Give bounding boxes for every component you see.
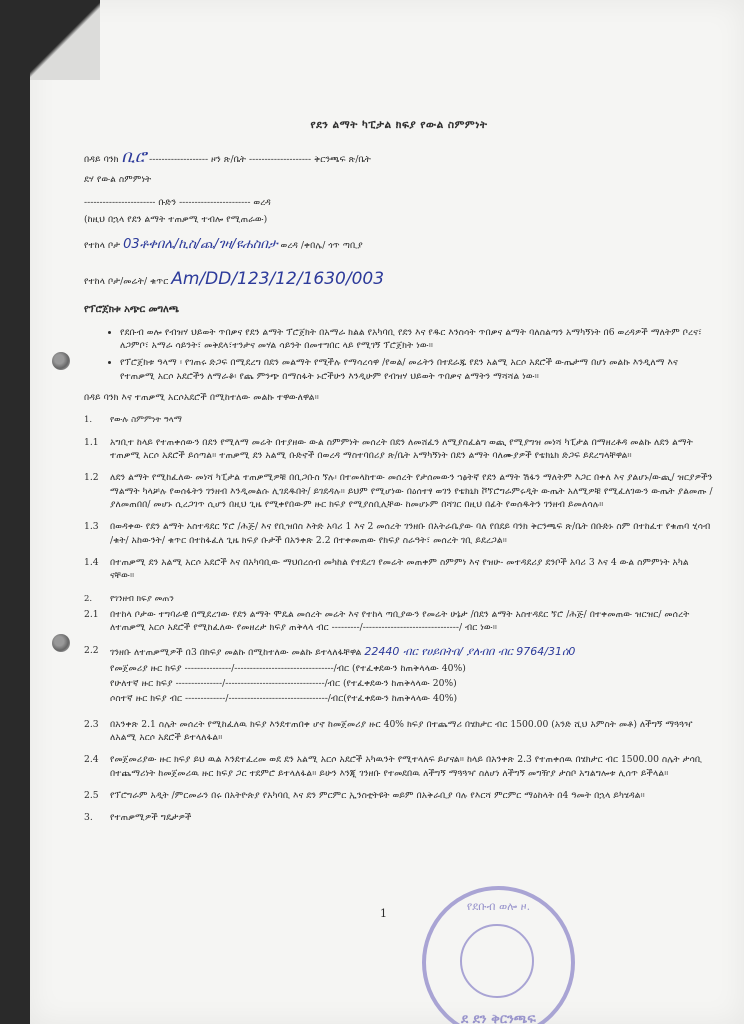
location-suffix: ወረዳ /ቀበሌ/ ጎጥ ጣቢያ xyxy=(280,239,363,251)
payment-installment-2: የሁለተኛ ዙር ክፍያ ---------------/--------------------------------/ብር (የተፈቀደውን ከጠቅላላው 20%) xyxy=(110,677,457,689)
punch-hole-lower xyxy=(52,634,70,652)
section-number: 2. xyxy=(84,593,93,604)
location-handwritten: 03ቶቀበሌ/ኪስ/ጨ/ገዛ/ዩሐስበታ xyxy=(123,236,278,252)
location-line xyxy=(84,236,714,255)
clause-2-4 xyxy=(84,753,714,780)
payment-installment-3: ሶስተኛ ዙር ክፍያ ብር -------------/--------------------------------/ብር(የተፈቀደውን ከጠቅላላው 40%) xyxy=(110,693,458,705)
stamp-bottom-text: ደ ደን ቅርንጫፍ xyxy=(461,1012,536,1024)
summary-bullet: • የደቡብ ወሎ የብዝሃ ህይወት ጥበቃና የደን ልማት ፕሮጀክት በአማራ ክልል የአካባቢ የደን እና የዱር እንስሳት ጥበቃና ልማት ባለስልጣን አማካኝነት በ6 ወረዳዎች ማለትም ቦረና፣ ለጋምቦ፣ አማራ ሳይንት፣ መቅደላ፣ተንታና መሃል ሳይንት በመተግበር ላይ የሚገኝ ፕሮጀክት ነው። xyxy=(120,326,714,353)
clause-2-2-text: ገንዘቡ ለተጠቃሚዎች በ3 በክፍያ መልኩ በሚከተለው መልኩ ይተላለፋቸዋል xyxy=(110,646,362,658)
clause-number: 1.1 xyxy=(84,436,99,448)
folded-corner xyxy=(30,0,100,80)
line2-dots-b: ----------------------- xyxy=(179,197,251,209)
clause-1-3 xyxy=(84,520,714,547)
summary-bullets xyxy=(84,326,714,383)
page-number: 1 xyxy=(380,907,387,920)
section-number: 3. xyxy=(84,812,93,824)
site-line xyxy=(84,267,714,292)
zone-dots: -------------------- xyxy=(249,154,312,166)
clause-number: 1.4 xyxy=(84,557,99,569)
party-dots: ------------------- xyxy=(149,154,209,166)
section-title: የተጠቃሚዎች ግዴታዎች xyxy=(110,812,192,824)
clause-text: በተከላ ቦታው ተግባራዊ በሚደረገው የደን ልማት ሞዴል መሰረት መሬት እና የተከላ ጣቢያውን የመሬት ሁኔታ /በደን ልማት አስተዳደር ኘሮ /ሕጅ/ በተቀመጠው ዝርዝር/ መሰረት ለተጠቃሚ አርሶ አደሮች የሚከፈለው የመዘረታ ክፍያ ጠቅላላ ብር ---------/-------------------------------/ ብር ነው። xyxy=(110,609,690,634)
section-1-heading xyxy=(84,414,714,426)
section-number: 1. xyxy=(84,415,93,426)
beneficiary-note: (ከዚህ በኋላ የደን ልማት ተጠቃሚ ተብሎ የሚጠራው) xyxy=(84,213,268,225)
clause-2-3 xyxy=(84,718,714,745)
clause-text: አግቢተ ከላይ የተጠቀሰውን በደን የሚለማ መሬት በተያዘው ውል ስምምነት መሰረት በደን ለመሸፈን ለሚያስፈልግ ወጪ የሚያግዝ መነሻ ካፒታል በማዘረቶዳ መልኩ ለደን ልማት ተጠቃሚ አርሶ አደሮች ይሰጣል። ተጠቃሚ ደን አልሚ ቡድኖች በወረዳ ማስተባበሪያ ጽ/ቤት አማካኝነት በደን ልማት ባለሙያዎች የቴክኒክ ድጋፍ ይደረግላቸዋል። xyxy=(110,436,693,461)
clause-2-5 xyxy=(84,789,714,802)
line2-woreda-label: ወረዳ xyxy=(253,197,271,209)
intro-paragraph: በዳይ ባንክ እና ተጠቃሚ አርሶአደሮች በሚከተለው መልኩ ተዋውለዋል። xyxy=(84,391,319,403)
section-3-heading xyxy=(84,811,714,824)
clause-2-2 xyxy=(84,644,714,660)
zone-label: ዞን ጽ/ቤት xyxy=(211,154,247,166)
clause-number: 2.1 xyxy=(84,609,99,621)
clause-number: 2.4 xyxy=(84,754,99,766)
clause-number: 2.2 xyxy=(84,644,99,656)
punch-hole-upper xyxy=(52,352,70,370)
location-label: የተከላ ቦታ xyxy=(84,239,121,251)
site-handwritten: Am/DD/123/12/1630/003 xyxy=(171,268,385,289)
clause-text: በተጠቃሚ ደን አልሚ አርሶ አደሮች እና በአካባቢው ማህበረሰብ መካከል የተደረገ የመሬት መጠቀም ስምምነ እና የዝሁ- መተዳደሪያ ደንቦች አባሪ 3 እና 4 ውል ስምምነት አካል ናቸው። xyxy=(110,557,689,582)
clause-text: የፕሮግራም አዲት /ምርመራን በሩ በአትዮጵያ የአካባቢ እና ደን ምርምር ኢንስቲትዩት ወይም በአቅራቢያ ባሉ የእርሻ ምርምር ማዕከላት በ4 ዓመት በኋላ ይካሄዳል። xyxy=(110,790,645,802)
clause-text: በወዳቀው የደን ልማት አስተዳደር ኘሮ /ሕጅ/ እና የቢዝበስ እትድ አባሪ 1 እና 2 መሰረት ገንዘቡ በአትራቤያው ባለ የበደይ ባንክ ቅርንጫፍ ጽ/ቤት በቡድኑ ስም በተከፈተ የቁጠባ ሂሳብ /ቁት/ አከውንት/ ቁጥር በተከፋፈለ ጊዜ ክፍያ ቡታች በአንቀጽ 2.2 በተቀመጠው የክፍያ ስራዓት፣ መሰረት ገቢ ይደረጋል። xyxy=(110,521,711,546)
clause-number: 1.3 xyxy=(84,521,99,533)
clause-1-4 xyxy=(84,556,714,583)
clause-2-1 xyxy=(84,608,714,635)
contract-label: ደሃ የውል ስምምነት xyxy=(84,173,152,185)
section-2-heading xyxy=(84,593,714,605)
clause-text: ለደን ልማት የሚከፈለው መነሻ ካፒታል ተጠቃሚዎቹ በቢጋቡስ ኘሉ፡ በተመላከተው መሰረት የታሰመውን ኀፅትኛ የደን ልማት ሽፋን ማለትም እጋር በቀለ እና ያልሆኑ/ውጪ/ ዝርያዎችን ማልማት ካላቻሉ የወሰፋትን ገንዘብ እንዲመልሱ ሊገደዱበት/ ይገደዳሉ። ይህም የሚሆነው በዕሰተፃ ወገን የቴክኒክ ቮኘሮግራምሩዲት ውጤት አለሚዎቹ የሚፈለገውን ውጤት ያልመጡ /ያለመጠበበ/ መሆኑ ሲረጋገጥ ሲሆን በዚህ ጊዜ የሚቀየበውም ዙር ክፍያ የሚያስቢሊቸው ከመሆኑም በሻገር በዚህ በፊት የወሰዱትን ገንዘብ ይመለሳሉ። xyxy=(110,472,713,510)
official-stamp xyxy=(422,886,575,1024)
line2-dots-a: ----------------------- xyxy=(84,197,156,209)
stamp-emblem-icon xyxy=(460,924,534,998)
header-line-2 xyxy=(84,196,714,209)
clause-text xyxy=(110,644,714,660)
branch-label: ቅርንጫፍ ጽ/ቤት xyxy=(314,154,371,166)
document-page xyxy=(30,0,744,1024)
summary-bullet: • የፕሮጀክቱ ዓላማ ፡ የገጠሩ ድጋፍ በሚደረግ በደን መልማት የሚችሉ የማሳረሳዋ /የወል/ መሬትን በተደራጁ የደን አልሚ አርሶ አደሮች ውጤታማ በሆነ መልኩ እንዲለማ እና የተጠቃሚ አርሶ አደሮችን ለማራቆ፡ የጨ ምንጭ በማስፋት ኑሮችሁን እንዲሁም የብዝሃ ህይወት ጥበቃና ልማትን ማሻሻል ነው። xyxy=(120,356,714,383)
payment-installment-1: የመጀመሪያ ዙር ክፍያ ---------------/--------------------------------/ብር (የተፈቀደውን ከጠቅላላው 40%) xyxy=(110,662,466,674)
document-title: የደን ልማት ካፒታል ክፍያ የውል ስምምነት xyxy=(310,119,488,131)
line2-team-label: ቡድን xyxy=(158,197,177,209)
section-title: የገንዘብ ክፍያ መጠን xyxy=(110,593,174,604)
party-label: በዳይ ባንክ xyxy=(84,154,119,166)
section-title: የውሉ ስምምነት ዓላማ xyxy=(110,415,182,426)
project-summary-title: የፕሮጀክቱ አጭር መግለጫ xyxy=(84,304,179,316)
clause-1-1 xyxy=(84,436,714,463)
clause-text: የመጀመሪያው ዙር ክፍያ ይህ ዉል እንደተፈረመ ወደ ደን አልሚ አርሶ አደሮች አካዉንት የሚተላለፍ ይሆናል። ከላይ በአንቀጽ 2.3 የተጠቀሰዉ በሄክታር ብር 1500.00 ስሌት ታሳቢ በተጨማሪነት ከመጀመሪዉ ዙር ክፍያ ጋር ተደምሮ ይተላለፋል። ይሁን እንጂ ገንዘቡ የተመደበዉ ለችግኝ ማጓጓዣ ስለሆነ ለችግኝ መግዥያ ታስቦ አግልግሎቱ ሊሰጥ ይችላል። xyxy=(110,754,703,779)
clause-1-2 xyxy=(84,471,714,511)
party-handwritten: ቢሮ xyxy=(121,147,147,168)
clause-number: 2.5 xyxy=(84,790,99,802)
clause-number: 1.2 xyxy=(84,472,99,484)
clause-number: 2.3 xyxy=(84,718,99,730)
payment-handwritten: 22440 ብር የሀይበትበ/ ያለብበ ብር 9764/31ሰ0 xyxy=(364,644,576,658)
stamp-top-text: የደቡብ ወሎ ዞ. xyxy=(466,900,531,913)
site-label: የተከላ ቦታ/መሬት/ ቁጥር xyxy=(84,275,169,287)
clause-text: በአንቀጽ 2.1 ስሌት መሰረት የሚከፈለዉ ክፍያ እንደተጠበቀ ሆኖ ከመጀመሪያ ዙር 40% ክፍያ በተጨማሪ በሄክታር ብር 1500.00 (አንድ ሺህ አምስት መቶ) ለችግኝ ማጓጓዣ ለአልሚ አርሶ አደሮች ይተላለፋል። xyxy=(110,718,693,744)
document-body xyxy=(84,118,714,834)
header-line-1 xyxy=(84,145,714,170)
